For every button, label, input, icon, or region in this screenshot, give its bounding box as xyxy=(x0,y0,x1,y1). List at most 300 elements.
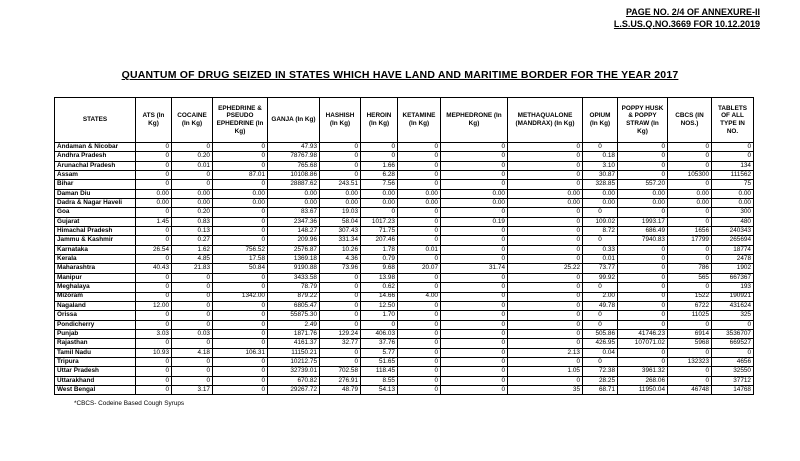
value-cell: 0 xyxy=(618,171,668,180)
table-row xyxy=(55,301,754,310)
value-cell: 0 xyxy=(172,301,213,310)
value-cell: 105300 xyxy=(668,171,712,180)
document-title: QUANTUM OF DRUG SEIZED IN STATES WHICH HAVE LAND AND MARITIME BORDER FOR THE YEAR 2017 xyxy=(121,69,679,81)
value-cell: 0 xyxy=(136,143,172,152)
value-cell: 0 xyxy=(213,180,268,189)
value-cell: 0.00 xyxy=(398,189,441,198)
table-row xyxy=(55,143,754,152)
state-name-cell: Dadra & Nagar Haveli xyxy=(55,199,136,208)
value-cell: 0 xyxy=(320,283,361,292)
value-cell: 686.49 xyxy=(618,227,668,236)
value-cell: 0 xyxy=(712,320,754,329)
value-cell: 0 xyxy=(712,143,754,152)
value-cell: 0.00 xyxy=(136,189,172,198)
state-name-cell: Tamil Nadu xyxy=(55,348,136,357)
value-cell: 406.03 xyxy=(361,329,398,338)
value-cell: 8.72 xyxy=(583,227,618,236)
state-name-cell: Uttarakhand xyxy=(55,376,136,385)
value-cell: 25.22 xyxy=(508,264,583,273)
value-cell: 0 xyxy=(136,236,172,245)
value-cell: 268.06 xyxy=(618,376,668,385)
value-cell: 0 xyxy=(136,367,172,376)
column-header: OPIUM (In Kg) xyxy=(583,98,618,143)
table-body xyxy=(55,143,754,395)
value-cell: 1871.76 xyxy=(268,329,320,338)
value-cell: 480 xyxy=(712,217,754,226)
value-cell: 73.96 xyxy=(320,264,361,273)
value-cell: 0 xyxy=(398,385,441,394)
value-cell: 0 xyxy=(361,143,398,152)
value-cell: 9.68 xyxy=(361,264,398,273)
value-cell: 0 xyxy=(508,227,583,236)
value-cell: 207.46 xyxy=(361,236,398,245)
value-cell: 0 xyxy=(136,376,172,385)
value-cell: 2.13 xyxy=(508,348,583,357)
value-cell: 4.00 xyxy=(398,292,441,301)
value-cell: 3536707 xyxy=(712,329,754,338)
value-cell: 0 xyxy=(398,301,441,310)
value-cell: 0 xyxy=(213,367,268,376)
value-cell: 0 xyxy=(136,385,172,394)
value-cell: 1.62 xyxy=(172,245,213,254)
value-cell: 47.93 xyxy=(268,143,320,152)
value-cell: 0 xyxy=(441,208,508,217)
value-cell: 0 xyxy=(320,143,361,152)
value-cell: 328.85 xyxy=(583,180,618,189)
value-cell: 0 xyxy=(441,311,508,320)
value-cell: 0 xyxy=(668,245,712,254)
value-cell: 0 xyxy=(172,273,213,282)
table-row xyxy=(55,273,754,282)
value-cell: 0 xyxy=(136,320,172,329)
value-cell: 0 xyxy=(172,376,213,385)
value-cell: 78.79 xyxy=(268,283,320,292)
value-cell: 0 xyxy=(441,376,508,385)
table-row xyxy=(55,227,754,236)
value-cell: 4161.37 xyxy=(268,339,320,348)
value-cell: 106.31 xyxy=(213,348,268,357)
state-name-cell: Daman Diu xyxy=(55,189,136,198)
state-name-cell: Andhra Pradesh xyxy=(55,152,136,161)
value-cell: 0 xyxy=(668,217,712,226)
state-name-cell: Himachal Pradesh xyxy=(55,227,136,236)
value-cell: 11950.04 xyxy=(618,385,668,394)
value-cell: 107071.02 xyxy=(618,339,668,348)
value-cell: 0 xyxy=(508,376,583,385)
table-row xyxy=(55,199,754,208)
value-cell: 0.62 xyxy=(361,283,398,292)
value-cell: 0 xyxy=(213,311,268,320)
value-cell: 670.82 xyxy=(268,376,320,385)
value-cell: 0 xyxy=(583,320,618,329)
value-cell: 0 xyxy=(441,339,508,348)
state-name-cell: Maharashtra xyxy=(55,264,136,273)
value-cell: 0 xyxy=(320,152,361,161)
state-name-cell: Karnataka xyxy=(55,245,136,254)
column-header: MEPHEDRONE (In Kg) xyxy=(441,98,508,143)
value-cell: 0 xyxy=(712,348,754,357)
value-cell: 78767.98 xyxy=(268,152,320,161)
value-cell: 0 xyxy=(508,143,583,152)
value-cell: 1522 xyxy=(668,292,712,301)
value-cell: 0 xyxy=(618,348,668,357)
value-cell: 11150.21 xyxy=(268,348,320,357)
value-cell: 0.01 xyxy=(583,255,618,264)
value-cell: 1902 xyxy=(712,264,754,273)
state-name-cell: Manipur xyxy=(55,273,136,282)
value-cell: 0 xyxy=(583,236,618,245)
value-cell: 37.76 xyxy=(361,339,398,348)
column-header: EPHEDRINE & PSEUDO EPHEDRINE (In Kg) xyxy=(213,98,268,143)
value-cell: 87.01 xyxy=(213,171,268,180)
value-cell: 0 xyxy=(441,367,508,376)
value-cell: 28887.62 xyxy=(268,180,320,189)
state-name-cell: Andaman & Nicobar xyxy=(55,143,136,152)
value-cell: 0 xyxy=(213,283,268,292)
state-name-cell: Meghalaya xyxy=(55,283,136,292)
value-cell: 0.00 xyxy=(213,199,268,208)
state-name-cell: Orissa xyxy=(55,311,136,320)
value-cell: 0 xyxy=(136,255,172,264)
value-cell: 0 xyxy=(618,357,668,366)
column-header: POPPY HUSK & POPPY STRAW (In Kg) xyxy=(618,98,668,143)
state-name-cell: Pondicherry xyxy=(55,320,136,329)
value-cell: 41746.23 xyxy=(618,329,668,338)
value-cell: 0 xyxy=(136,171,172,180)
value-cell: 565 xyxy=(668,273,712,282)
value-cell: 0 xyxy=(172,357,213,366)
value-cell: 0.00 xyxy=(320,189,361,198)
value-cell: 0 xyxy=(668,208,712,217)
value-cell: 54.13 xyxy=(361,385,398,394)
value-cell: 0 xyxy=(618,320,668,329)
table-row xyxy=(55,255,754,264)
value-cell: 667367 xyxy=(712,273,754,282)
value-cell: 10108.86 xyxy=(268,171,320,180)
value-cell: 426.95 xyxy=(583,339,618,348)
table-row xyxy=(55,329,754,338)
value-cell: 0 xyxy=(441,320,508,329)
value-cell: 1993.17 xyxy=(618,217,668,226)
value-cell: 0 xyxy=(213,217,268,226)
column-header: TABLETS OF ALL TYPE IN NO. xyxy=(712,98,754,143)
value-cell: 0 xyxy=(618,264,668,273)
value-cell: 50.84 xyxy=(213,264,268,273)
value-cell: 0.83 xyxy=(172,217,213,226)
column-header: COCAINE (In Kg) xyxy=(172,98,213,143)
value-cell: 0 xyxy=(213,152,268,161)
value-cell: 0 xyxy=(213,329,268,338)
table-row xyxy=(55,161,754,170)
value-cell: 1.78 xyxy=(361,245,398,254)
value-cell: 265694 xyxy=(712,236,754,245)
table-row xyxy=(55,217,754,226)
value-cell: 4.85 xyxy=(172,255,213,264)
table-row xyxy=(55,283,754,292)
value-cell: 0 xyxy=(136,161,172,170)
state-name-cell: Rajasthan xyxy=(55,339,136,348)
value-cell: 0 xyxy=(618,143,668,152)
value-cell: 0 xyxy=(398,273,441,282)
value-cell: 0.01 xyxy=(172,161,213,170)
value-cell: 0 xyxy=(320,301,361,310)
value-cell: 0 xyxy=(213,301,268,310)
value-cell: 0 xyxy=(320,292,361,301)
value-cell: 40.43 xyxy=(136,264,172,273)
value-cell: 0 xyxy=(668,348,712,357)
value-cell: 0.20 xyxy=(172,152,213,161)
value-cell: 1.66 xyxy=(361,161,398,170)
value-cell: 0 xyxy=(172,143,213,152)
value-cell: 0 xyxy=(136,227,172,236)
value-cell: 10.93 xyxy=(136,348,172,357)
value-cell: 0.04 xyxy=(583,348,618,357)
value-cell: 0 xyxy=(618,152,668,161)
value-cell: 0 xyxy=(320,348,361,357)
value-cell: 0 xyxy=(583,143,618,152)
value-cell: 6722 xyxy=(668,301,712,310)
value-cell: 0 xyxy=(136,311,172,320)
value-cell: 4.18 xyxy=(172,348,213,357)
value-cell: 1017.23 xyxy=(361,217,398,226)
value-cell: 669527 xyxy=(712,339,754,348)
value-cell: 58.04 xyxy=(320,217,361,226)
value-cell: 0 xyxy=(441,357,508,366)
value-cell: 0 xyxy=(320,273,361,282)
value-cell: 49.78 xyxy=(583,301,618,310)
value-cell: 0 xyxy=(136,273,172,282)
value-cell: 1.70 xyxy=(361,311,398,320)
table-row xyxy=(55,245,754,254)
value-cell: 0 xyxy=(508,152,583,161)
value-cell: 3961.32 xyxy=(618,367,668,376)
value-cell: 0.00 xyxy=(320,199,361,208)
value-cell: 2576.87 xyxy=(268,245,320,254)
value-cell: 0.00 xyxy=(508,189,583,198)
value-cell: 0 xyxy=(441,273,508,282)
value-cell: 0 xyxy=(361,152,398,161)
value-cell: 5968 xyxy=(668,339,712,348)
value-cell: 0 xyxy=(668,367,712,376)
value-cell: 0 xyxy=(172,311,213,320)
value-cell: 0 xyxy=(398,367,441,376)
value-cell: 0 xyxy=(618,245,668,254)
value-cell: 0 xyxy=(508,320,583,329)
question-reference-line: L.S.US.Q.NO.3669 FOR 10.12.2019 xyxy=(613,19,760,29)
value-cell: 17799 xyxy=(668,236,712,245)
table-row xyxy=(55,264,754,273)
value-cell: 4656 xyxy=(712,357,754,366)
value-cell: 0 xyxy=(441,255,508,264)
value-cell: 0 xyxy=(441,292,508,301)
value-cell: 0 xyxy=(583,283,618,292)
page-reference xyxy=(614,6,760,30)
value-cell: 0 xyxy=(172,320,213,329)
value-cell: 0.00 xyxy=(668,199,712,208)
state-name-cell: Nagaland xyxy=(55,301,136,310)
value-cell: 72.38 xyxy=(583,367,618,376)
value-cell: 37712 xyxy=(712,376,754,385)
value-cell: 2.00 xyxy=(583,292,618,301)
table-row xyxy=(55,311,754,320)
value-cell: 0.00 xyxy=(172,199,213,208)
value-cell: 0 xyxy=(441,143,508,152)
value-cell: 0 xyxy=(136,292,172,301)
value-cell: 0.00 xyxy=(213,189,268,198)
value-cell: 31.74 xyxy=(441,264,508,273)
value-cell: 0 xyxy=(213,385,268,394)
value-cell: 3.03 xyxy=(136,329,172,338)
value-cell: 14768 xyxy=(712,385,754,394)
value-cell: 0 xyxy=(618,292,668,301)
value-cell: 0 xyxy=(213,161,268,170)
table-row xyxy=(55,339,754,348)
value-cell: 46748 xyxy=(668,385,712,394)
value-cell: 0.00 xyxy=(712,199,754,208)
value-cell: 0 xyxy=(136,152,172,161)
value-cell: 0 xyxy=(398,161,441,170)
table-row xyxy=(55,376,754,385)
column-header: HASHISH (In Kg) xyxy=(320,98,361,143)
value-cell: 0 xyxy=(508,217,583,226)
value-cell: 71.75 xyxy=(361,227,398,236)
value-cell: 0 xyxy=(361,208,398,217)
value-cell: 0 xyxy=(136,339,172,348)
value-cell: 7.56 xyxy=(361,180,398,189)
value-cell: 3.10 xyxy=(583,161,618,170)
table-row xyxy=(55,208,754,217)
column-header: HEROIN (In Kg) xyxy=(361,98,398,143)
value-cell: 0 xyxy=(618,255,668,264)
value-cell: 20.07 xyxy=(398,264,441,273)
value-cell: 1656 xyxy=(668,227,712,236)
value-cell: 3.17 xyxy=(172,385,213,394)
value-cell: 240343 xyxy=(712,227,754,236)
value-cell: 0 xyxy=(213,227,268,236)
value-cell: 0 xyxy=(618,301,668,310)
value-cell: 0 xyxy=(583,208,618,217)
value-cell: 0 xyxy=(136,283,172,292)
value-cell: 0 xyxy=(441,283,508,292)
value-cell: 118.45 xyxy=(361,367,398,376)
value-cell: 702.58 xyxy=(320,367,361,376)
value-cell: 0 xyxy=(398,171,441,180)
value-cell: 9190.88 xyxy=(268,264,320,273)
value-cell: 0 xyxy=(508,311,583,320)
value-cell: 0 xyxy=(398,376,441,385)
value-cell: 6.28 xyxy=(361,171,398,180)
column-header: CBCS (IN NOS.) xyxy=(668,98,712,143)
value-cell: 134 xyxy=(712,161,754,170)
value-cell: 0 xyxy=(172,180,213,189)
value-cell: 0 xyxy=(361,320,398,329)
value-cell: 0 xyxy=(213,320,268,329)
value-cell: 21.83 xyxy=(172,264,213,273)
value-cell: 0 xyxy=(508,161,583,170)
value-cell: 19.03 xyxy=(320,208,361,217)
value-cell: 0 xyxy=(668,283,712,292)
table-row xyxy=(55,292,754,301)
value-cell: 331.34 xyxy=(320,236,361,245)
value-cell: 307.43 xyxy=(320,227,361,236)
value-cell: 0 xyxy=(508,273,583,282)
value-cell: 0 xyxy=(618,161,668,170)
value-cell: 0.00 xyxy=(172,189,213,198)
value-cell: 12.50 xyxy=(361,301,398,310)
value-cell: 0 xyxy=(441,236,508,245)
value-cell: 0 xyxy=(172,171,213,180)
value-cell: 32.77 xyxy=(320,339,361,348)
value-cell: 0.00 xyxy=(618,199,668,208)
value-cell: 0 xyxy=(136,208,172,217)
table-row xyxy=(55,152,754,161)
header-row xyxy=(55,98,754,143)
value-cell: 0.00 xyxy=(136,199,172,208)
value-cell: 0 xyxy=(583,311,618,320)
value-cell: 4.36 xyxy=(320,255,361,264)
value-cell: 0.00 xyxy=(268,199,320,208)
state-name-cell: Bihar xyxy=(55,180,136,189)
value-cell: 276.91 xyxy=(320,376,361,385)
value-cell: 0 xyxy=(441,227,508,236)
value-cell: 0 xyxy=(172,283,213,292)
value-cell: 0 xyxy=(668,152,712,161)
value-cell: 0 xyxy=(398,217,441,226)
value-cell: 0 xyxy=(508,283,583,292)
value-cell: 26.54 xyxy=(136,245,172,254)
value-cell: 756.52 xyxy=(213,245,268,254)
value-cell: 243.51 xyxy=(320,180,361,189)
value-cell: 18774 xyxy=(712,245,754,254)
value-cell: 48.79 xyxy=(320,385,361,394)
value-cell: 505.86 xyxy=(583,329,618,338)
value-cell: 0 xyxy=(618,283,668,292)
value-cell: 0 xyxy=(213,208,268,217)
value-cell: 0 xyxy=(320,320,361,329)
value-cell: 13.98 xyxy=(361,273,398,282)
value-cell: 0 xyxy=(398,236,441,245)
table-row xyxy=(55,385,754,394)
value-cell: 0.18 xyxy=(583,152,618,161)
value-cell: 0 xyxy=(618,311,668,320)
value-cell: 0 xyxy=(213,339,268,348)
value-cell: 0.00 xyxy=(361,189,398,198)
value-cell: 0 xyxy=(213,357,268,366)
value-cell: 0 xyxy=(398,339,441,348)
value-cell: 35 xyxy=(508,385,583,394)
value-cell: 0.19 xyxy=(441,217,508,226)
value-cell: 0 xyxy=(668,376,712,385)
table-row xyxy=(55,348,754,357)
value-cell: 2347.36 xyxy=(268,217,320,226)
value-cell: 0 xyxy=(213,143,268,152)
value-cell: 30.87 xyxy=(583,171,618,180)
state-name-cell: West Bengal xyxy=(55,385,136,394)
value-cell: 28.25 xyxy=(583,376,618,385)
value-cell: 73.77 xyxy=(583,264,618,273)
value-cell: 0 xyxy=(508,329,583,338)
value-cell: 765.68 xyxy=(268,161,320,170)
value-cell: 17.58 xyxy=(213,255,268,264)
value-cell: 109.02 xyxy=(583,217,618,226)
value-cell: 0 xyxy=(320,171,361,180)
value-cell: 51.65 xyxy=(361,357,398,366)
value-cell: 300 xyxy=(712,208,754,217)
value-cell: 148.27 xyxy=(268,227,320,236)
value-cell: 8.55 xyxy=(361,376,398,385)
state-name-cell: Assam xyxy=(55,171,136,180)
value-cell: 0 xyxy=(508,339,583,348)
